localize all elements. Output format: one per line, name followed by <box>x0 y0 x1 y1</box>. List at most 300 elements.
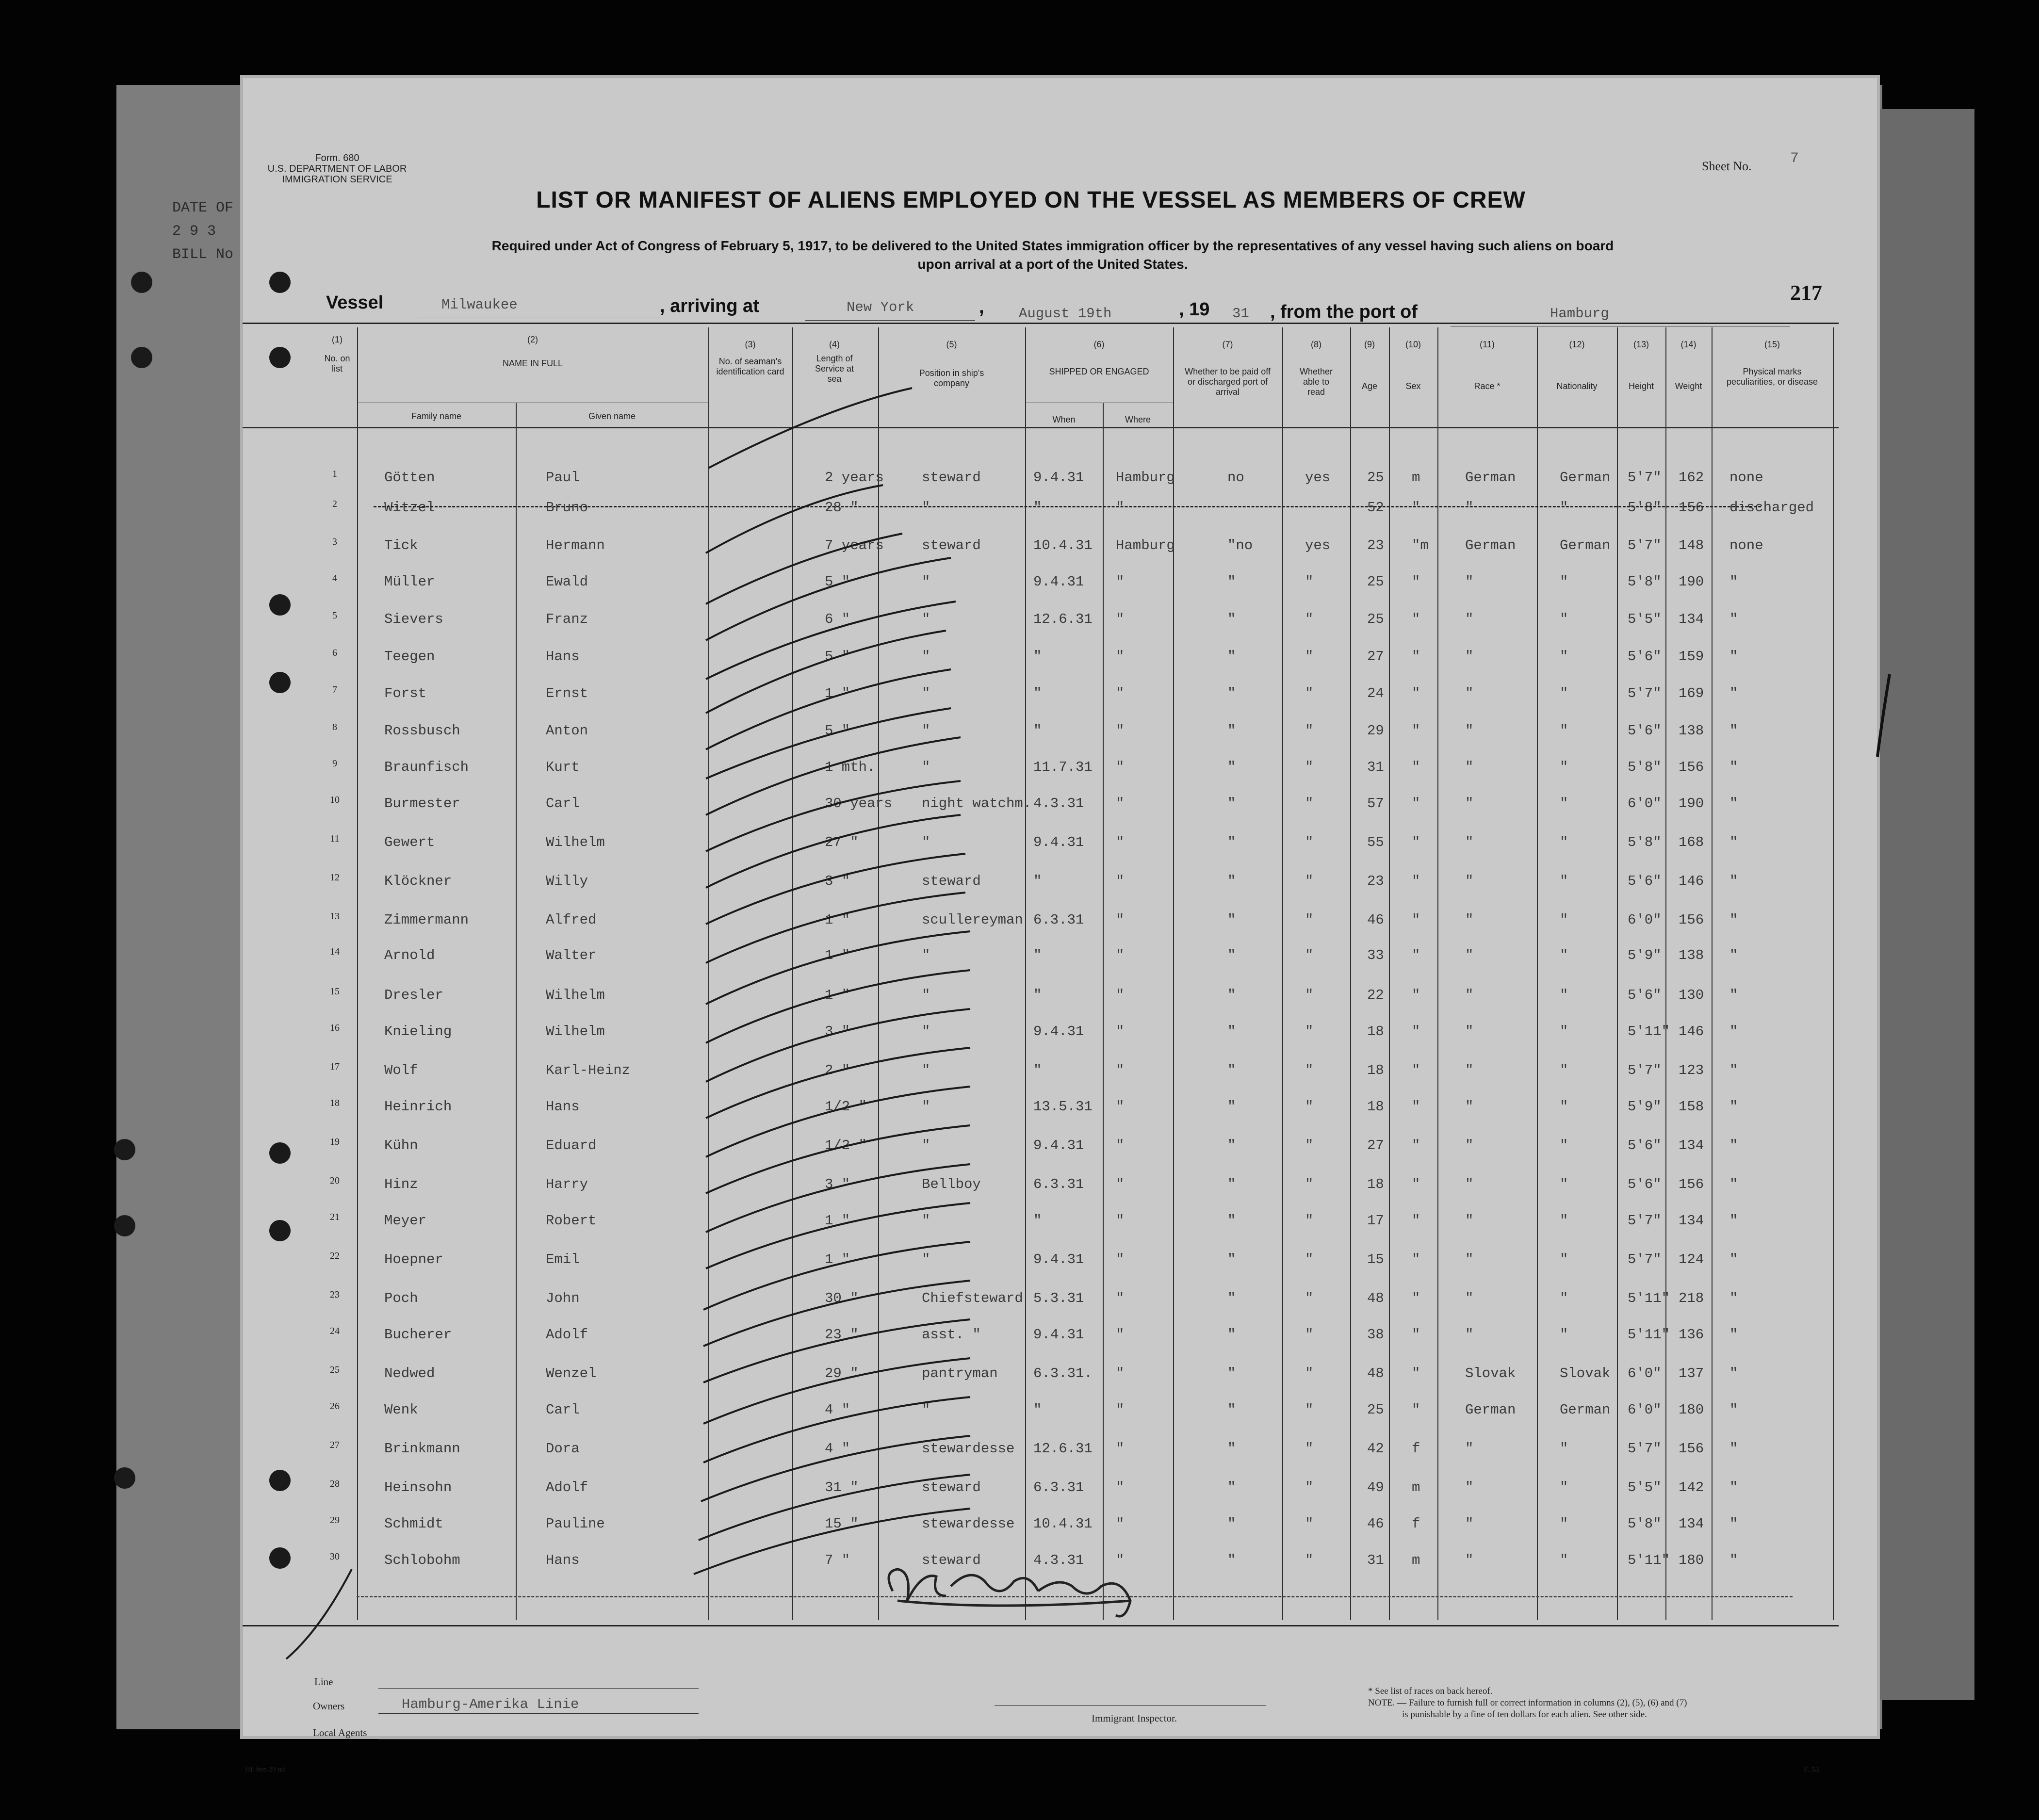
shipped-where-cell: " <box>1116 500 1125 516</box>
footer-notes <box>1368 1686 1805 1721</box>
shipped-where-cell: " <box>1116 1516 1125 1532</box>
sex-cell: " <box>1412 685 1420 701</box>
race-cell: German <box>1465 1402 1516 1418</box>
paid-off-cell: " <box>1227 1062 1236 1078</box>
physical-marks-cell: " <box>1729 912 1738 928</box>
age-cell: 22 <box>1367 987 1384 1003</box>
ink-check-stroke <box>708 388 912 468</box>
paid-off-cell: " <box>1227 1552 1236 1568</box>
shipped-when-cell: 9.4.31 <box>1033 470 1084 486</box>
shipped-when-cell: " <box>1033 500 1042 516</box>
position-cell: " <box>922 1213 930 1229</box>
given-name-cell: John <box>546 1290 580 1306</box>
paid-off-cell: no <box>1227 470 1244 486</box>
weight-cell: 190 <box>1679 574 1704 590</box>
nationality-cell: " <box>1560 873 1568 889</box>
row-number: 19 <box>330 1137 340 1147</box>
line-underline <box>378 1688 699 1689</box>
height-cell: 5'5" <box>1628 1479 1662 1495</box>
height-cell: 5'7" <box>1628 537 1662 553</box>
height-cell: 5'6" <box>1628 987 1662 1003</box>
family-name-cell: Bucherer <box>384 1327 452 1343</box>
height-cell: 5'8" <box>1628 500 1662 516</box>
row-number: 14 <box>330 946 340 957</box>
position-cell: " <box>922 574 930 590</box>
sheet-label: Sheet No. <box>1702 159 1752 173</box>
service-length-cell: 1 " <box>825 947 850 963</box>
family-name-cell: Tick <box>384 537 418 553</box>
col-label: Whether to be paid off or discharged port of arrival <box>1185 367 1271 397</box>
age-cell: 31 <box>1367 1552 1384 1568</box>
given-name-cell: Ewald <box>546 574 588 590</box>
able-to-read-cell: " <box>1305 1138 1314 1154</box>
given-name-cell: Carl <box>546 796 580 812</box>
sex-cell: " <box>1412 834 1420 850</box>
row-number: 9 <box>332 758 337 769</box>
shipped-when-cell: 10.4.31 <box>1033 1516 1093 1532</box>
height-cell: 5'6" <box>1628 1176 1662 1192</box>
height-cell: 5'8" <box>1628 759 1662 775</box>
service-length-cell: 1 mth. <box>825 759 876 775</box>
able-to-read-cell: " <box>1305 1365 1314 1381</box>
able-to-read-cell: " <box>1305 1176 1314 1192</box>
position-cell: " <box>922 611 930 627</box>
position-cell: steward <box>922 873 981 889</box>
age-cell: 23 <box>1367 873 1384 889</box>
able-to-read-cell: yes <box>1305 470 1331 486</box>
nationality-cell: " <box>1560 1251 1568 1268</box>
ink-check-stroke <box>706 1164 970 1232</box>
race-cell: " <box>1465 1327 1474 1343</box>
given-name-cell: Willy <box>546 873 588 889</box>
age-cell: 25 <box>1367 574 1384 590</box>
given-name-cell: Pauline <box>546 1516 605 1532</box>
from-port: Hamburg <box>1550 306 1609 322</box>
col-number: (13) <box>1633 340 1649 349</box>
nationality-cell: " <box>1560 1327 1568 1343</box>
family-name-cell: Braunfisch <box>384 759 469 775</box>
shipped-where-cell: " <box>1116 796 1125 812</box>
col-shipped-where-header: Where <box>1125 415 1151 424</box>
line-label: Line <box>314 1676 333 1688</box>
position-cell: " <box>922 834 930 850</box>
service-length-cell: 1 " <box>825 987 850 1003</box>
col-label: Position in ship's company <box>919 368 984 388</box>
shipped-when-cell: 6.3.31. <box>1033 1365 1093 1381</box>
position-cell: " <box>922 1024 930 1040</box>
weight-cell: 169 <box>1679 685 1704 701</box>
service-length-cell: 28 " <box>825 500 859 516</box>
race-cell: " <box>1465 1251 1474 1268</box>
page-title: LIST OR MANIFEST OF ALIENS EMPLOYED ON THE VESSEL AS MEMBERS OF CREW <box>536 187 1526 213</box>
age-cell: 33 <box>1367 947 1384 963</box>
height-cell: 5'6" <box>1628 723 1662 739</box>
row-number: 18 <box>330 1098 340 1108</box>
physical-marks-cell: " <box>1729 1062 1738 1078</box>
row-number: 8 <box>332 722 337 732</box>
sex-cell: " <box>1412 759 1420 775</box>
service-length-cell: 6 " <box>825 611 850 627</box>
race-cell: " <box>1465 1290 1474 1306</box>
physical-marks-cell: none <box>1729 470 1763 486</box>
age-cell: 18 <box>1367 1062 1384 1078</box>
able-to-read-cell: " <box>1305 759 1314 775</box>
sex-cell: m <box>1412 1552 1420 1568</box>
nationality-cell: German <box>1560 537 1611 553</box>
physical-marks-cell: " <box>1729 574 1738 590</box>
sex-cell: " <box>1412 1365 1420 1381</box>
able-to-read-cell: " <box>1305 611 1314 627</box>
shipped-when-cell: " <box>1033 1062 1042 1078</box>
position-cell: night watchm. <box>922 796 1032 812</box>
race-cell: " <box>1465 1062 1474 1078</box>
physical-marks-cell: " <box>1729 1176 1738 1192</box>
paid-off-cell: " <box>1227 685 1236 701</box>
shipped-when-cell: " <box>1033 947 1042 963</box>
shipped-where-cell: " <box>1116 1479 1125 1495</box>
physical-marks-cell: " <box>1729 1327 1738 1343</box>
shipped-when-cell: " <box>1033 1213 1042 1229</box>
family-name-cell: Forst <box>384 685 427 701</box>
row-number: 1 <box>332 469 337 479</box>
given-name-cell: Karl-Heinz <box>546 1062 631 1078</box>
service-length-cell: 3 " <box>825 873 850 889</box>
weight-cell: 142 <box>1679 1479 1704 1495</box>
owners-underline <box>378 1713 699 1714</box>
ink-check-stroke <box>706 781 961 851</box>
vessel-name: Milwaukee <box>441 297 518 313</box>
able-to-read-cell: " <box>1305 723 1314 739</box>
able-to-read-cell: " <box>1305 987 1314 1003</box>
nationality-cell: " <box>1560 1552 1568 1568</box>
ink-check-stroke <box>706 737 961 815</box>
physical-marks-cell: " <box>1729 796 1738 812</box>
service-length-cell: 5 " <box>825 574 850 590</box>
height-cell: 5'11" <box>1628 1327 1670 1343</box>
col-label: Whether able to read <box>1299 367 1333 397</box>
physical-marks-cell: " <box>1729 1516 1738 1532</box>
age-cell: 27 <box>1367 649 1384 665</box>
service-length-cell: 2 " <box>825 1062 850 1078</box>
col-number: (3) <box>745 340 756 349</box>
height-cell: 5'7" <box>1628 470 1662 486</box>
shipped-where-cell: " <box>1116 1176 1125 1192</box>
nationality-cell: " <box>1560 1213 1568 1229</box>
subtitle-line: Required under Act of Congress of February 5, 1917, to be delivered to the United States immigration officer by the representatives of any vessel having such aliens on board <box>491 238 1614 253</box>
subtitle-line: upon arrival at a port of the United States. <box>917 257 1188 272</box>
inspector-underline <box>995 1705 1266 1706</box>
race-cell: " <box>1465 611 1474 627</box>
row-number: 12 <box>330 872 340 883</box>
able-to-read-cell: " <box>1305 1062 1314 1078</box>
position-cell: stewardesse <box>922 1441 1015 1457</box>
height-cell: 5'11" <box>1628 1024 1670 1040</box>
col-number: (2) <box>527 335 538 344</box>
row-number: 15 <box>330 986 340 997</box>
given-name-cell: Alfred <box>546 912 597 928</box>
height-cell: 5'7" <box>1628 1251 1662 1268</box>
sex-cell: " <box>1412 912 1420 928</box>
service-length-cell: 29 " <box>825 1365 859 1381</box>
race-cell: " <box>1465 796 1474 812</box>
col-number: (14) <box>1680 340 1696 349</box>
row-number: 30 <box>330 1551 340 1562</box>
row-number: 26 <box>330 1401 340 1412</box>
row-number: 10 <box>330 795 340 805</box>
weight-cell: 146 <box>1679 873 1704 889</box>
races-note: * See list of races on back hereof. <box>1368 1686 1493 1696</box>
check-marks-ink <box>694 388 970 1574</box>
physical-marks-cell: " <box>1729 1213 1738 1229</box>
able-to-read-cell: " <box>1305 1441 1314 1457</box>
position-cell: steward <box>922 470 981 486</box>
shipped-where-cell: " <box>1116 1251 1125 1268</box>
sex-cell: " <box>1412 796 1420 812</box>
col-number: (9) <box>1364 340 1375 349</box>
sex-cell: " <box>1412 649 1420 665</box>
row-number: 21 <box>330 1212 340 1222</box>
ink-check-stroke <box>706 1048 970 1118</box>
shipped-where-cell: " <box>1116 1402 1125 1418</box>
position-cell: stewardesse <box>922 1516 1015 1532</box>
age-cell: 18 <box>1367 1024 1384 1040</box>
shipped-where-cell: " <box>1116 649 1125 665</box>
service-length-cell: 7 years <box>825 537 884 553</box>
col-number: (7) <box>1222 340 1233 349</box>
stamp-line: DATE OF <box>172 200 234 216</box>
service-length-cell: 30 years <box>825 796 893 812</box>
family-name-cell: Schlobohm <box>384 1552 460 1568</box>
col-label: Length of Service at sea <box>815 354 854 384</box>
physical-marks-cell: " <box>1729 947 1738 963</box>
shipped-when-cell: 11.7.31 <box>1033 759 1093 775</box>
family-name-cell: Wolf <box>384 1062 418 1078</box>
col-number: (12) <box>1569 340 1585 349</box>
shipped-where-cell: " <box>1116 611 1125 627</box>
nationality-cell: " <box>1560 1024 1568 1040</box>
given-name-cell: Adolf <box>546 1479 588 1495</box>
fine-note-continued: is punishable by a fine of ten dollars for each alien. See other side. <box>1402 1709 1647 1720</box>
paid-off-cell: " <box>1227 987 1236 1003</box>
shipped-when-cell: 9.4.31 <box>1033 1251 1084 1268</box>
race-cell: " <box>1465 685 1474 701</box>
race-cell: " <box>1465 987 1474 1003</box>
weight-cell: 156 <box>1679 1176 1704 1192</box>
weight-cell: 156 <box>1679 500 1704 516</box>
shipped-where-cell: Hamburg <box>1116 537 1175 553</box>
physical-marks-cell: " <box>1729 723 1738 739</box>
stamp-line: BILL No <box>172 246 234 263</box>
height-cell: 5'8" <box>1628 1516 1662 1532</box>
sex-cell: " <box>1412 1024 1420 1040</box>
able-to-read-cell: " <box>1305 649 1314 665</box>
col-label: SHIPPED OR ENGAGED <box>1049 367 1149 376</box>
col-label: Physical marks peculiarities, or disease <box>1726 367 1818 387</box>
weight-cell: 134 <box>1679 1138 1704 1154</box>
nationality-cell: " <box>1560 723 1568 739</box>
able-to-read-cell: " <box>1305 1327 1314 1343</box>
service-length-cell: 15 " <box>825 1516 859 1532</box>
shipped-where-cell: " <box>1116 1099 1125 1115</box>
family-name-cell: Knieling <box>384 1024 452 1040</box>
family-name-cell: Meyer <box>384 1213 427 1229</box>
arriving-label: , arriving at <box>660 296 759 316</box>
able-to-read-cell: " <box>1305 796 1314 812</box>
family-name-cell: Hoepner <box>384 1251 443 1268</box>
ink-check-stroke <box>703 1281 970 1346</box>
immigrant-inspector-label: Immigrant Inspector. <box>1092 1712 1177 1724</box>
shipped-where-cell: " <box>1116 1213 1125 1229</box>
shipped-when-cell: 6.3.31 <box>1033 1479 1084 1495</box>
age-cell: 46 <box>1367 1516 1384 1532</box>
family-name-cell: Gewert <box>384 834 435 850</box>
paid-off-cell: " <box>1227 574 1236 590</box>
age-cell: 38 <box>1367 1327 1384 1343</box>
owners-label: Owners <box>313 1700 345 1712</box>
shipped-when-cell: " <box>1033 1402 1042 1418</box>
nationality-cell: " <box>1560 1138 1568 1154</box>
position-cell: " <box>922 649 930 665</box>
given-name-cell: Anton <box>546 723 588 739</box>
print-code: HL hen 29 nd <box>245 1766 285 1773</box>
paid-off-cell: " <box>1227 759 1236 775</box>
given-name-cell: Harry <box>546 1176 588 1192</box>
family-name-cell: Arnold <box>384 947 435 963</box>
department-name: U.S. DEPARTMENT OF LABOR <box>267 163 407 174</box>
able-to-read-cell: " <box>1305 1024 1314 1040</box>
paid-off-cell: " <box>1227 947 1236 963</box>
position-cell: steward <box>922 537 981 553</box>
nationality-cell: " <box>1560 1176 1568 1192</box>
shipped-where-cell: " <box>1116 1290 1125 1306</box>
race-cell: " <box>1465 1213 1474 1229</box>
weight-cell: 148 <box>1679 537 1704 553</box>
row-number: 17 <box>330 1061 340 1072</box>
sex-cell: m <box>1412 1479 1420 1495</box>
able-to-read-cell: " <box>1305 947 1314 963</box>
paid-off-cell: " <box>1227 873 1236 889</box>
height-cell: 5'8" <box>1628 834 1662 850</box>
age-cell: 25 <box>1367 1402 1384 1418</box>
able-to-read-cell: " <box>1305 1516 1314 1532</box>
row-number: 24 <box>330 1326 340 1336</box>
sex-cell: " <box>1412 611 1420 627</box>
shipped-when-cell: " <box>1033 685 1042 701</box>
sex-cell: " <box>1412 1213 1420 1229</box>
height-cell: 5'11" <box>1628 1290 1670 1306</box>
paid-off-cell: " <box>1227 649 1236 665</box>
shipped-when-cell: 9.4.31 <box>1033 574 1084 590</box>
paid-off-cell: " <box>1227 796 1236 812</box>
age-cell: 29 <box>1367 723 1384 739</box>
inspector-signature <box>889 1569 1130 1616</box>
weight-cell: 159 <box>1679 649 1704 665</box>
age-cell: 31 <box>1367 759 1384 775</box>
given-name-cell: Dora <box>546 1441 580 1457</box>
row-number: 22 <box>330 1251 340 1261</box>
shipped-when-cell: 9.4.31 <box>1033 834 1084 850</box>
physical-marks-cell: discharged <box>1729 500 1814 516</box>
col-label: No. of seaman's identification card <box>716 357 784 376</box>
race-cell: " <box>1465 1024 1474 1040</box>
col-given-name-header: Given name <box>588 411 636 421</box>
family-name-cell: Götten <box>384 470 435 486</box>
given-name-cell: Wilhelm <box>546 834 605 850</box>
given-name-cell: Robert <box>546 1213 597 1229</box>
position-cell: scullereyman <box>922 912 1023 928</box>
shipped-where-cell: " <box>1116 912 1125 928</box>
shipped-where-cell: " <box>1116 723 1125 739</box>
race-cell: " <box>1465 1441 1474 1457</box>
nationality-cell: " <box>1560 1479 1568 1495</box>
family-name-cell: Nedwed <box>384 1365 435 1381</box>
shipped-where-cell: " <box>1116 1552 1125 1568</box>
height-cell: 5'11" <box>1628 1552 1670 1568</box>
shipped-when-cell: 6.3.31 <box>1033 912 1084 928</box>
sex-cell: " <box>1412 1402 1420 1418</box>
age-cell: 27 <box>1367 1138 1384 1154</box>
page-code: F. 53. <box>1804 1766 1821 1774</box>
physical-marks-cell: " <box>1729 1290 1738 1306</box>
able-to-read-cell: " <box>1305 834 1314 850</box>
col-family-name-header: Family name <box>411 411 462 421</box>
able-to-read-cell: " <box>1305 873 1314 889</box>
shipped-where-cell: " <box>1116 1138 1125 1154</box>
nationality-cell: " <box>1560 611 1568 627</box>
ink-check-stroke <box>706 669 951 749</box>
nationality-cell: " <box>1560 1441 1568 1457</box>
shipped-where-cell: " <box>1116 834 1125 850</box>
given-name-cell: Ernst <box>546 685 588 701</box>
family-name-cell: Heinsohn <box>384 1479 452 1495</box>
nationality-cell: " <box>1560 1099 1568 1115</box>
nationality-cell: " <box>1560 685 1568 701</box>
given-name-cell: Carl <box>546 1402 580 1418</box>
age-cell: 17 <box>1367 1213 1384 1229</box>
race-cell: " <box>1465 1176 1474 1192</box>
able-to-read-cell: " <box>1305 1213 1314 1229</box>
shipped-when-cell: 12.6.31 <box>1033 611 1093 627</box>
position-cell: " <box>922 723 930 739</box>
physical-marks-cell: " <box>1729 1441 1738 1457</box>
age-cell: 57 <box>1367 796 1384 812</box>
race-cell: " <box>1465 1099 1474 1115</box>
family-name-cell: Sievers <box>384 611 443 627</box>
sheet-number: 7 <box>1790 150 1799 167</box>
nationality-cell: Slovak <box>1560 1365 1611 1381</box>
shipped-where-cell: Hamburg <box>1116 470 1175 486</box>
col-number: (11) <box>1480 340 1495 349</box>
service-name: IMMIGRATION SERVICE <box>282 174 392 185</box>
paid-off-cell: " <box>1227 1327 1236 1343</box>
col-number: (4) <box>829 340 840 349</box>
sex-cell: " <box>1412 1062 1420 1078</box>
given-name-cell: Wilhelm <box>546 987 605 1003</box>
paid-off-cell: " <box>1227 834 1236 850</box>
family-name-cell: Schmidt <box>384 1516 443 1532</box>
weight-cell: 134 <box>1679 1213 1704 1229</box>
paid-off-cell: " <box>1227 1479 1236 1495</box>
service-length-cell: 30 " <box>825 1290 859 1306</box>
nationality-cell: " <box>1560 1062 1568 1078</box>
race-cell: " <box>1465 500 1474 516</box>
position-cell: " <box>922 1402 930 1418</box>
col-shipped-when-header: When <box>1052 415 1076 424</box>
arriving-port: New York <box>847 299 914 315</box>
weight-cell: 168 <box>1679 834 1704 850</box>
weight-cell: 130 <box>1679 987 1704 1003</box>
ink-check-stroke <box>703 1319 970 1382</box>
